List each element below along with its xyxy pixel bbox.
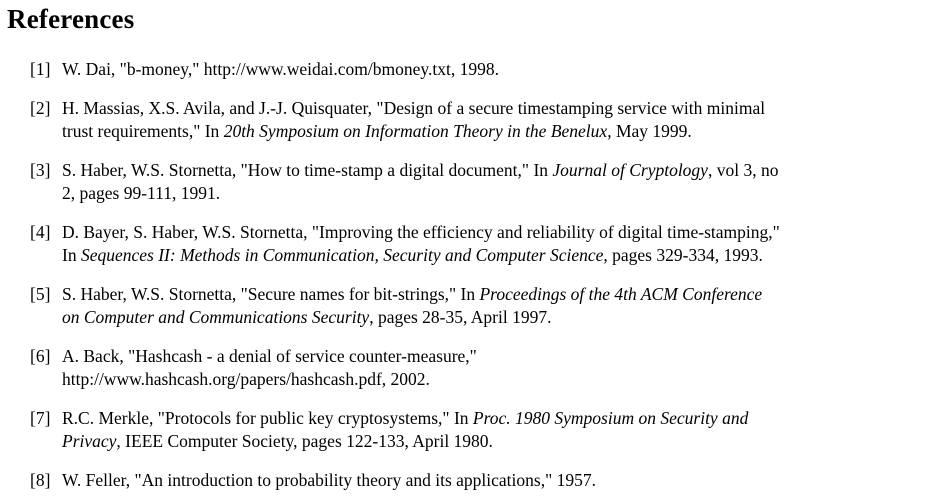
reference-text-segment: , pages 329-334, 1993. [603, 245, 763, 266]
reference-text-segment: H. Massias, X.S. Avila, and J.-J. Quisquater, "Design of a secure timestamping service with minimal [62, 98, 766, 119]
reference-line [62, 58, 898, 81]
reference-line [62, 430, 898, 453]
reference-text [62, 58, 898, 81]
reference-text-segment: , IEEE Computer Society, pages 122-133, April 1980. [116, 431, 493, 452]
reference-text [62, 345, 898, 391]
reference-text [62, 97, 898, 143]
reference-text-segment: trust requirements," In [62, 121, 224, 142]
reference-text-segment: W. Feller, "An introduction to probability theory and its applications," 1957. [62, 470, 596, 491]
reference-text-segment: W. Dai, "b-money," http://www.weidai.com/bmoney.txt, 1998. [62, 59, 499, 80]
reference-number: [6] [30, 346, 51, 367]
reference-venue-italic: on Computer and Communications Security [62, 307, 370, 328]
reference-venue-italic: Proc. 1980 Symposium on Security and [472, 408, 749, 429]
reference-text [62, 283, 898, 329]
reference-line [62, 469, 898, 492]
reference-venue-italic: Sequences II: Methods in Communication, Security and Computer Science [80, 245, 604, 266]
reference-number: [8] [30, 470, 51, 491]
reference-text-segment: R.C. Merkle, "Protocols for public key cryptosystems," In [62, 408, 473, 429]
reference-item [7, 221, 898, 267]
section-title: References [7, 4, 135, 34]
reference-text-segment: , May 1999. [607, 121, 692, 142]
reference-text [62, 407, 898, 453]
reference-text [62, 159, 898, 205]
reference-text-segment: , vol 3, no [707, 160, 779, 181]
reference-text [62, 221, 898, 267]
reference-line [62, 345, 898, 368]
reference-item [7, 97, 898, 143]
reference-number: [5] [30, 284, 51, 305]
reference-line [62, 283, 898, 306]
reference-line [62, 407, 898, 430]
reference-item [7, 345, 898, 391]
reference-item [7, 407, 898, 453]
reference-number: [2] [30, 98, 51, 119]
reference-item [7, 58, 898, 81]
reference-number: [7] [30, 408, 51, 429]
reference-line [62, 159, 898, 182]
reference-line [62, 97, 898, 120]
reference-venue-italic: Privacy [62, 431, 117, 452]
reference-line [62, 306, 898, 329]
reference-number: [3] [30, 160, 51, 181]
reference-text-segment: In [62, 245, 81, 266]
reference-text [62, 469, 898, 492]
reference-number: [1] [30, 59, 51, 80]
reference-line [62, 182, 898, 205]
reference-text-segment: A. Back, "Hashcash - a denial of service counter-measure," [62, 346, 477, 367]
reference-text-segment: , pages 28-35, April 1997. [369, 307, 552, 328]
reference-item [7, 283, 898, 329]
reference-text-segment: D. Bayer, S. Haber, W.S. Stornetta, "Improving the efficiency and reliability of digital time-stamping," [62, 222, 780, 243]
reference-text-segment: http://www.hashcash.org/papers/hashcash.pdf, 2002. [62, 369, 430, 390]
reference-venue-italic: 20th Symposium on Information Theory in the Benelux [223, 121, 608, 142]
reference-text-segment: S. Haber, W.S. Stornetta, "How to time-stamp a digital document," In [62, 160, 553, 181]
reference-text-segment: S. Haber, W.S. Stornetta, "Secure names for bit-strings," In [62, 284, 480, 305]
reference-number: [4] [30, 222, 51, 243]
reference-line [62, 221, 898, 244]
reference-text-segment: 2, pages 99-111, 1991. [62, 183, 221, 204]
reference-line [62, 120, 898, 143]
references-list [7, 58, 898, 492]
reference-line [62, 244, 898, 267]
reference-line [62, 368, 898, 391]
reference-item [7, 159, 898, 205]
reference-venue-italic: Journal of Cryptology [552, 160, 708, 181]
reference-venue-italic: Proceedings of the 4th ACM Conference [479, 284, 763, 305]
reference-item [7, 469, 898, 492]
